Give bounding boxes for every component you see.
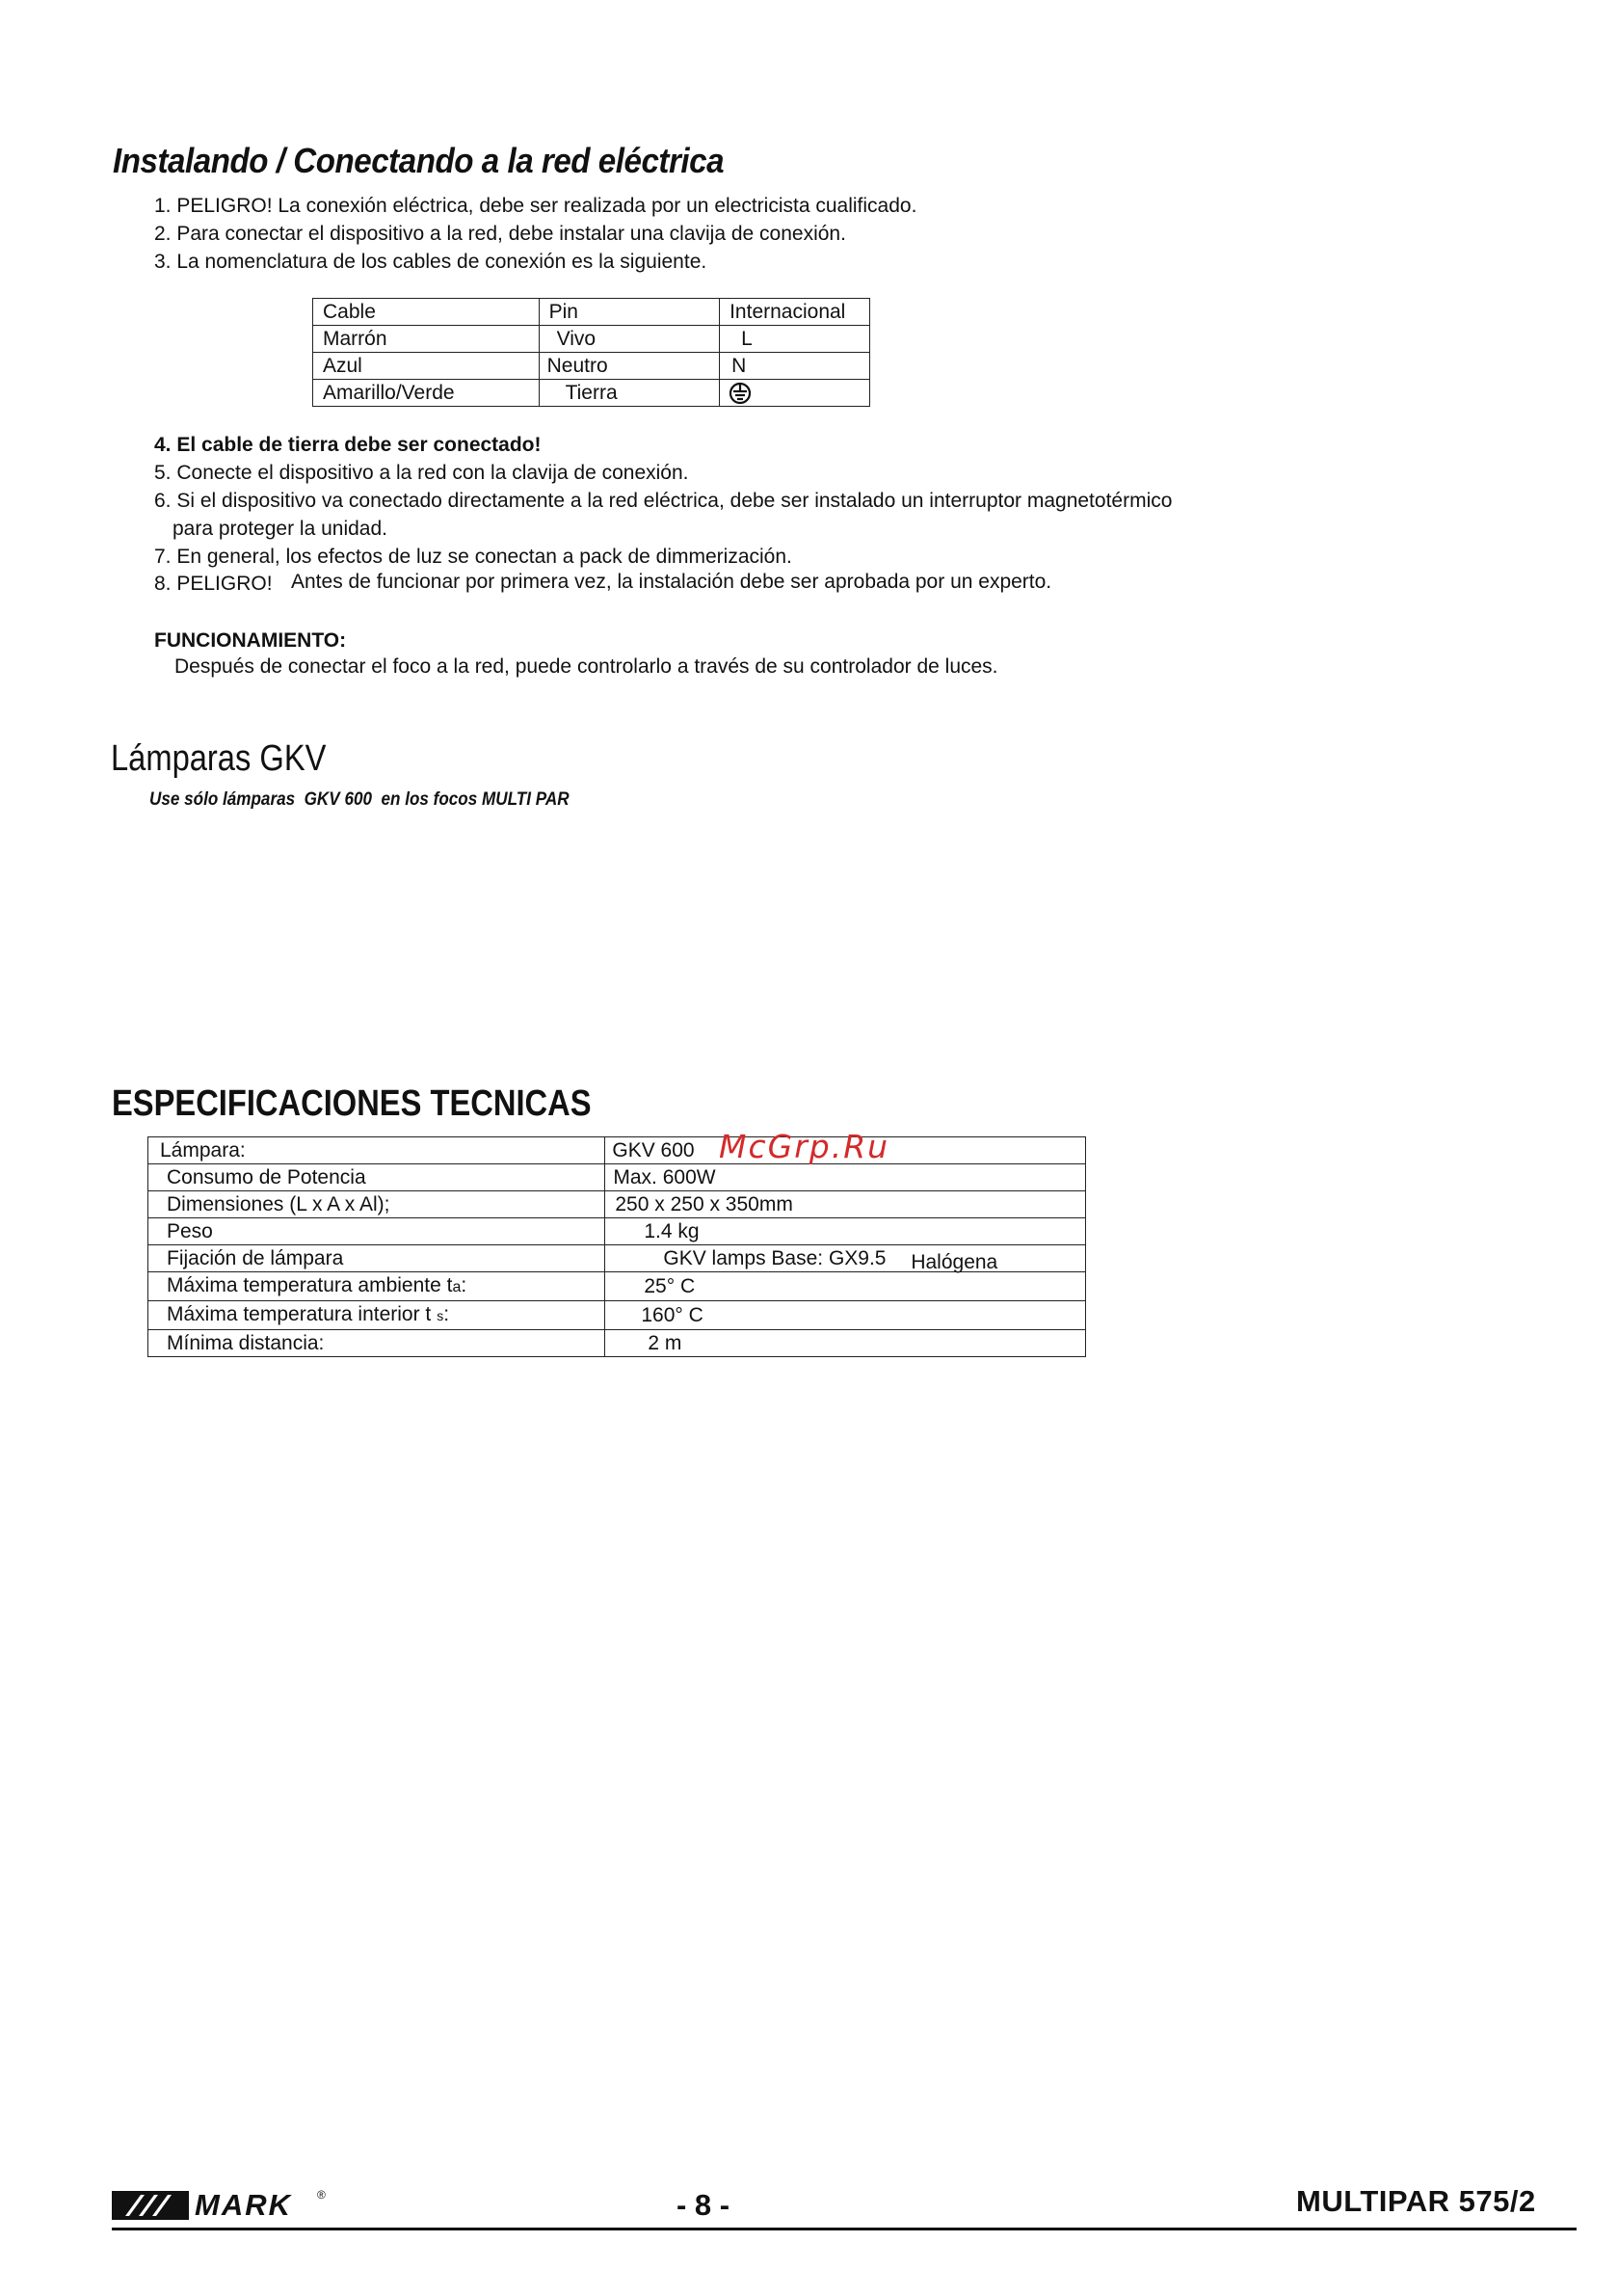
spec-label-tail: : (461, 1274, 467, 1296)
specs-table (147, 1136, 1086, 1357)
table-cell (720, 380, 870, 407)
cable-table (312, 298, 870, 407)
spec-label: Consumo de Potencia (148, 1164, 605, 1191)
table-row (148, 1137, 1086, 1164)
table-header-cell: Cable (313, 299, 540, 326)
install-line-6-cont: para proteger la unidad. (172, 518, 387, 540)
install-line-7: 7. En general, los efectos de luz se conectan a pack de dimmerización. (154, 546, 792, 568)
spec-value: Max. 600W (605, 1164, 1086, 1191)
page-number: - 8 - (676, 2188, 730, 2222)
lamps-note-c: en los focos MULTI PAR (381, 789, 570, 810)
spec-label: Mínima distancia: (148, 1330, 605, 1357)
watermark: McGrp.Ru (719, 1128, 890, 1165)
install-line-2: 2. Para conectar el dispositivo a la red, debe instalar una clavija de conexión. (154, 223, 846, 245)
spec-label-text: Máxima temperatura interior t (167, 1303, 432, 1325)
table-row (148, 1164, 1086, 1191)
spec-label-tail: : (443, 1303, 450, 1325)
table-cell: Tierra (539, 380, 720, 407)
table-cell: Amarillo/Verde (313, 380, 540, 407)
spec-label: Peso (148, 1218, 605, 1245)
table-row (313, 380, 870, 407)
table-cell: Azul (313, 353, 540, 380)
spec-label (148, 1301, 605, 1330)
install-title: Instalando / Conectando a la red eléctrica (113, 141, 725, 180)
lamps-title: Lámparas GKV (111, 738, 327, 779)
install-line-1: 1. PELIGRO! La conexión eléctrica, debe ser realizada por un electricista cualificado. (154, 195, 917, 217)
earth-warning: 4. El cable de tierra debe ser conectado! (154, 434, 542, 456)
spec-value (605, 1245, 1086, 1272)
funcionamiento-text: Después de conectar el foco a la red, puede controlarlo a través de su controlador de luces. (174, 655, 998, 678)
spec-value: GKV 600 (605, 1137, 1086, 1164)
table-header-cell: Internacional (720, 299, 870, 326)
spec-value-main: GKV lamps Base: GX9.5 (663, 1247, 887, 1269)
model-name: MULTIPAR 575/2 (1296, 2184, 1536, 2218)
brand-name: MARK (195, 2188, 292, 2222)
spec-value-extra: Halógena (911, 1251, 998, 1273)
spec-value: 160° C (605, 1301, 1086, 1330)
table-header-cell: Pin (539, 299, 720, 326)
spec-label-text: Máxima temperatura ambiente t (167, 1274, 453, 1296)
install-line-3: 3. La nomenclatura de los cables de conexión es la siguiente. (154, 251, 707, 273)
spec-label: Dimensiones (L x A x Al); (148, 1191, 605, 1218)
table-row (148, 1272, 1086, 1301)
funcionamiento-title: FUNCIONAMIENTO: (154, 629, 347, 652)
lamps-note (149, 789, 570, 811)
install-line-6: 6. Si el dispositivo va conectado directamente a la red eléctrica, debe ser instalado un interruptor magnetotérmico (154, 490, 1173, 512)
spec-label-sub: s (437, 1308, 444, 1323)
brand-registered: ® (317, 2188, 326, 2202)
table-row (313, 326, 870, 353)
spec-value: 250 x 250 x 350mm (605, 1191, 1086, 1218)
table-cell: Vivo (539, 326, 720, 353)
table-row (313, 299, 870, 326)
earth-symbol-icon (728, 382, 753, 405)
spec-label-sub: a (452, 1279, 462, 1295)
table-row (148, 1245, 1086, 1272)
table-row (148, 1218, 1086, 1245)
spec-value: 2 m (605, 1330, 1086, 1357)
table-cell: L (720, 326, 870, 353)
spec-value: 1.4 kg (605, 1218, 1086, 1245)
install-line-8-label: 8. PELIGRO! (154, 573, 273, 595)
table-row (313, 353, 870, 380)
spec-label: Fijación de lámpara (148, 1245, 605, 1272)
table-row (148, 1330, 1086, 1357)
spec-label: Lámpara: (148, 1137, 605, 1164)
table-cell: Neutro (539, 353, 720, 380)
mark-logo-icon (112, 2191, 189, 2220)
specs-title: ESPECIFICACIONES TECNICAS (112, 1083, 592, 1124)
table-row (148, 1301, 1086, 1330)
table-row (148, 1191, 1086, 1218)
install-line-8-text: Antes de funcionar por primera vez, la instalación debe ser aprobada por un experto. (291, 571, 1052, 593)
lamps-note-b: GKV 600 (304, 789, 372, 810)
table-cell: N (720, 353, 870, 380)
lamps-note-a: Use sólo lámparas (149, 789, 296, 810)
spec-label (148, 1272, 605, 1301)
spec-value: 25° C (605, 1272, 1086, 1301)
install-line-5: 5. Conecte el dispositivo a la red con la clavija de conexión. (154, 462, 689, 484)
footer-rule (112, 2228, 1577, 2230)
table-cell: Marrón (313, 326, 540, 353)
